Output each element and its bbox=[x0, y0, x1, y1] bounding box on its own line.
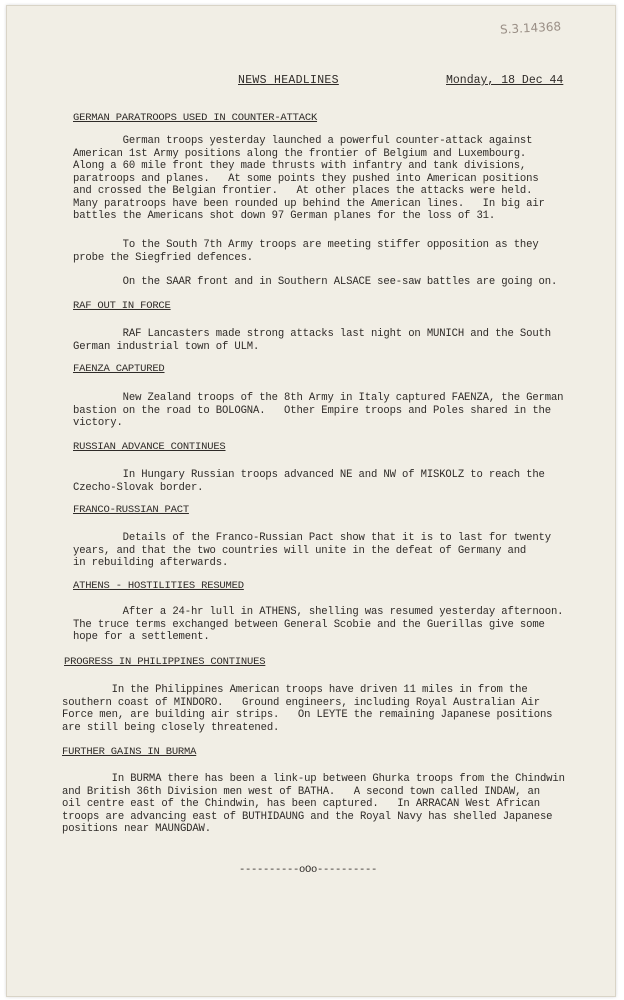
article-heading: FAENZA CAPTURED bbox=[73, 363, 165, 375]
article-heading: PROGRESS IN PHILIPPINES CONTINUES bbox=[64, 656, 266, 668]
article-heading: GERMAN PARATROOPS USED IN COUNTER-ATTACK bbox=[73, 112, 318, 124]
article-heading: FRANCO-RUSSIAN PACT bbox=[73, 504, 189, 516]
article-paragraph: German troops yesterday launched a powerful counter-attack against American 1st Army positions along the frontier of Belgium and Luxembourg. Along a 60 mile front they made thrusts with infantry and tank divisions, paratroops and planes. At some points they pushed into American positions and crossed the Belgian frontier. At other places the attacks were held. Many paratroops have been rounded up behind the American lines. In big air battles the Americans shot down 97 German planes for the loss of 31. bbox=[73, 135, 545, 222]
article-paragraph: Details of the Franco-Russian Pact show that it is to last for twenty years, and that the two countries will unite in the defeat of Germany and in rebuilding afterwards. bbox=[73, 532, 551, 569]
article-heading: FURTHER GAINS IN BURMA bbox=[62, 746, 197, 758]
article-paragraph: After a 24-hr lull in ATHENS, shelling was resumed yesterday afternoon. The truce terms exchanged between General Scobie and the Guerillas give some hope for a settlement. bbox=[73, 606, 564, 643]
article-heading: ATHENS - HOSTILITIES RESUMED bbox=[73, 580, 244, 592]
document-title: NEWS HEADLINES bbox=[238, 74, 339, 87]
article-paragraph: In Hungary Russian troops advanced NE and NW of MISKOLZ to reach the Czecho-Slovak border. bbox=[73, 469, 545, 494]
article-heading: RAF OUT IN FORCE bbox=[73, 300, 171, 312]
article-heading: RUSSIAN ADVANCE CONTINUES bbox=[73, 441, 226, 453]
article-paragraph: New Zealand troops of the 8th Army in Italy captured FAENZA, the German bastion on the road to BOLOGNA. Other Empire troops and Poles shared in the victory. bbox=[73, 392, 564, 429]
document-date: Monday, 18 Dec 44 bbox=[446, 74, 564, 87]
archive-reference-number: S.3.14368 bbox=[499, 19, 562, 37]
end-divider: ----------oOo---------- bbox=[239, 864, 378, 876]
article-paragraph: RAF Lancasters made strong attacks last night on MUNICH and the South German industrial town of ULM. bbox=[73, 328, 551, 353]
article-paragraph: In the Philippines American troops have driven 11 miles in from the southern coast of MINDORO. Ground engineers, including Royal Australian Air Force men, are building air strips. On LEYTE the remaining Japanese positions are still being closely threatened. bbox=[62, 684, 553, 734]
article-paragraph: To the South 7th Army troops are meeting stiffer opposition as they probe the Siegfried defences. bbox=[73, 239, 539, 264]
article-paragraph: In BURMA there has been a link-up between Ghurka troops from the Chindwin and British 36th Division men west of BATHA. A second town called INDAW, an oil centre east of the Chindwin, has been captured. In ARRACAN West African troops are advancing east of BUTHIDAUNG and the Royal Navy has shelled Japanese positions near MAUNGDAW. bbox=[62, 773, 565, 835]
article-paragraph: On the SAAR front and in Southern ALSACE see-saw battles are going on. bbox=[73, 276, 558, 288]
document-page bbox=[6, 5, 616, 997]
